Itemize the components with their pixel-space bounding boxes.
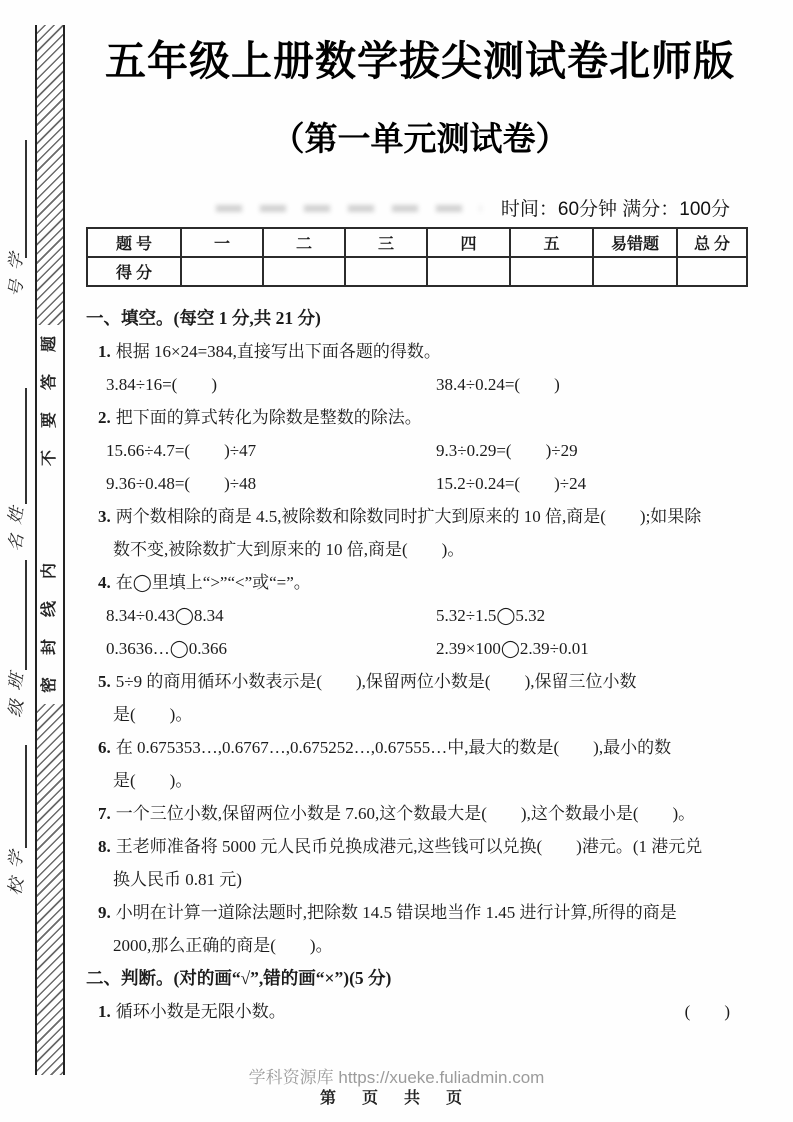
paper-title: 五年级上册数学拔尖测试卷北师版 <box>105 38 735 84</box>
question-text: 循环小数是无限小数。 <box>115 1002 286 1021</box>
field-char: 学 <box>5 849 27 870</box>
question-text: 5÷9 的商用循环小数表示是( ),保留两位小数是( ),保留三位小数 <box>115 672 637 691</box>
score-header-cell: 四 <box>427 228 510 257</box>
section1-heading-note: (每空 1 分,共 21 分) <box>173 308 321 328</box>
question-text: 在 0.675353…,0.6767…,0.675252…,0.67555…中,最大的数是( ),最小的数 <box>115 738 672 757</box>
question-6-continued <box>86 764 746 797</box>
name-field <box>3 502 29 556</box>
question-text: 两个数相除的商是 4.5,被除数和除数同时扩大到原来的 10 倍,商是( );如果除 <box>115 507 702 526</box>
question-2-blanks-row1 <box>86 434 746 467</box>
question-6 <box>86 731 746 764</box>
seal-char: 不 <box>40 449 58 467</box>
score-header-cell: 题 号 <box>87 228 181 257</box>
seal-char: 封 <box>40 638 58 656</box>
student-id-blank-line <box>25 140 27 258</box>
seal-char: 线 <box>40 600 58 618</box>
expression: 15.2÷0.24=( )÷24 <box>436 474 587 493</box>
section1-heading <box>86 302 746 335</box>
question-text: 是( )。 <box>113 771 193 790</box>
seal-char: 要 <box>40 411 58 429</box>
score-cell <box>510 257 593 286</box>
score-cell <box>427 257 510 286</box>
seal-line-strip <box>35 25 65 1075</box>
question-3 <box>86 500 746 533</box>
expression: 38.4÷0.24=( ) <box>436 375 560 394</box>
field-char: 名 <box>5 532 27 553</box>
score-cell <box>593 257 677 286</box>
field-char: 姓 <box>5 505 27 526</box>
footer-source-url: 学科资源库 https://xueke.fuliadmin.com <box>248 1068 545 1087</box>
expression: 9.3÷0.29=( )÷29 <box>436 441 578 460</box>
main-content <box>86 0 754 1028</box>
score-cell <box>677 257 747 286</box>
comparison: 0.3636…◯0.366 <box>106 639 228 658</box>
school-blank-line <box>25 745 27 848</box>
meta-row <box>86 194 730 221</box>
question-3-continued <box>86 533 746 566</box>
field-char: 号 <box>5 278 27 299</box>
score-header-cell: 五 <box>510 228 593 257</box>
score-row-label: 得 分 <box>87 257 181 286</box>
seal-char: 密 <box>40 676 58 694</box>
score-table-header-row <box>87 228 747 257</box>
question-text: 根据 16×24=384,直接写出下面各题的得数。 <box>115 342 441 361</box>
comparison: 5.32÷1.5◯5.32 <box>436 606 546 625</box>
question-number: 8. <box>98 837 111 856</box>
question-text: 2000,那么正确的商是( )。 <box>113 936 333 955</box>
question-number: 9. <box>98 903 111 922</box>
question-8-continued <box>86 863 746 896</box>
class-field <box>3 668 29 722</box>
question-1 <box>86 335 746 368</box>
footer-page-number: 第 页 共 页 <box>319 1090 473 1107</box>
question-text: 一个三位小数,保留两位小数是 7.60,这个数最大是( ),这个数最小是( )。 <box>115 804 696 823</box>
section2-heading-label: 二、判断。 <box>86 968 174 988</box>
seal-char: 题 <box>40 335 58 353</box>
question-text: 数不变,被除数扩大到原来的 10 倍,商是( )。 <box>113 540 465 559</box>
question-number: 7. <box>98 804 111 823</box>
score-header-cell: 一 <box>181 228 263 257</box>
question-4 <box>86 566 746 599</box>
score-table-score-row <box>87 257 747 286</box>
expression: 3.84÷16=( ) <box>106 375 217 394</box>
section2-heading-note: (对的画“√”,错的画“×”)(5 分) <box>173 968 392 988</box>
question-9-continued <box>86 929 746 962</box>
score-cell <box>181 257 263 286</box>
question-text: 小明在计算一道除法题时,把除数 14.5 错误地当作 1.45 进行计算,所得的商是 <box>115 903 677 922</box>
field-char: 学 <box>5 251 27 272</box>
judge-question-1 <box>86 995 730 1028</box>
score-cell <box>345 257 427 286</box>
comparison: 8.34÷0.43◯8.34 <box>106 606 224 625</box>
question-2-blanks-row2 <box>86 467 746 500</box>
section1-heading-label: 一、填空。 <box>86 308 174 328</box>
question-1-blanks <box>86 368 746 401</box>
score-table <box>86 227 748 287</box>
question-text: 王老师准备将 5000 元人民币兑换成港元,这些钱可以兑换( )港元。(1 港元兑 <box>115 837 703 856</box>
seal-char: 答 <box>40 373 58 391</box>
seal-char: 内 <box>40 562 58 580</box>
answer-bracket: ( ) <box>684 1002 730 1021</box>
comparison: 2.39×100◯2.39÷0.01 <box>436 639 589 658</box>
school-field <box>3 846 29 900</box>
score-header-cell: 三 <box>345 228 427 257</box>
field-char: 班 <box>5 671 27 692</box>
question-2 <box>86 401 746 434</box>
question-4-compare-row2 <box>86 632 746 665</box>
question-number: 1. <box>98 1002 111 1021</box>
question-number: 4. <box>98 573 111 592</box>
question-9 <box>86 896 746 929</box>
expression: 15.66÷4.7=( )÷47 <box>106 441 257 460</box>
score-header-cell: 二 <box>263 228 345 257</box>
question-7 <box>86 797 746 830</box>
hatch-pattern-bottom <box>37 704 63 1075</box>
question-number: 3. <box>98 507 111 526</box>
student-id-field <box>3 248 29 302</box>
score-cell <box>263 257 345 286</box>
question-5-continued <box>86 698 746 731</box>
question-text: 把下面的算式转化为除数是整数的除法。 <box>115 408 422 427</box>
blurred-watermark <box>216 205 481 212</box>
time-score-info: 时间：60分钟 满分：100分 <box>500 199 730 220</box>
score-header-cell: 总 分 <box>677 228 747 257</box>
hatch-pattern-top <box>37 25 63 325</box>
score-header-cell: 易错题 <box>593 228 677 257</box>
question-text: 换人民币 0.81 元) <box>113 870 242 889</box>
question-number: 2. <box>98 408 111 427</box>
name-blank-line <box>25 388 27 504</box>
section2-heading <box>86 962 746 995</box>
question-number: 5. <box>98 672 111 691</box>
question-number: 6. <box>98 738 111 757</box>
question-text: 在◯里填上“>”“<”或“=”。 <box>115 573 311 592</box>
question-4-compare-row1 <box>86 599 746 632</box>
field-char: 校 <box>5 876 27 897</box>
question-8 <box>86 830 746 863</box>
class-blank-line <box>25 560 27 670</box>
question-text-wrap <box>86 995 286 1028</box>
paper-subtitle: （第一单元测试卷） <box>271 120 569 157</box>
field-char: 级 <box>5 698 27 719</box>
expression: 9.36÷0.48=( )÷48 <box>106 474 257 493</box>
question-5 <box>86 665 746 698</box>
question-text: 是( )。 <box>113 705 193 724</box>
questions <box>86 302 746 1028</box>
question-number: 1. <box>98 342 111 361</box>
